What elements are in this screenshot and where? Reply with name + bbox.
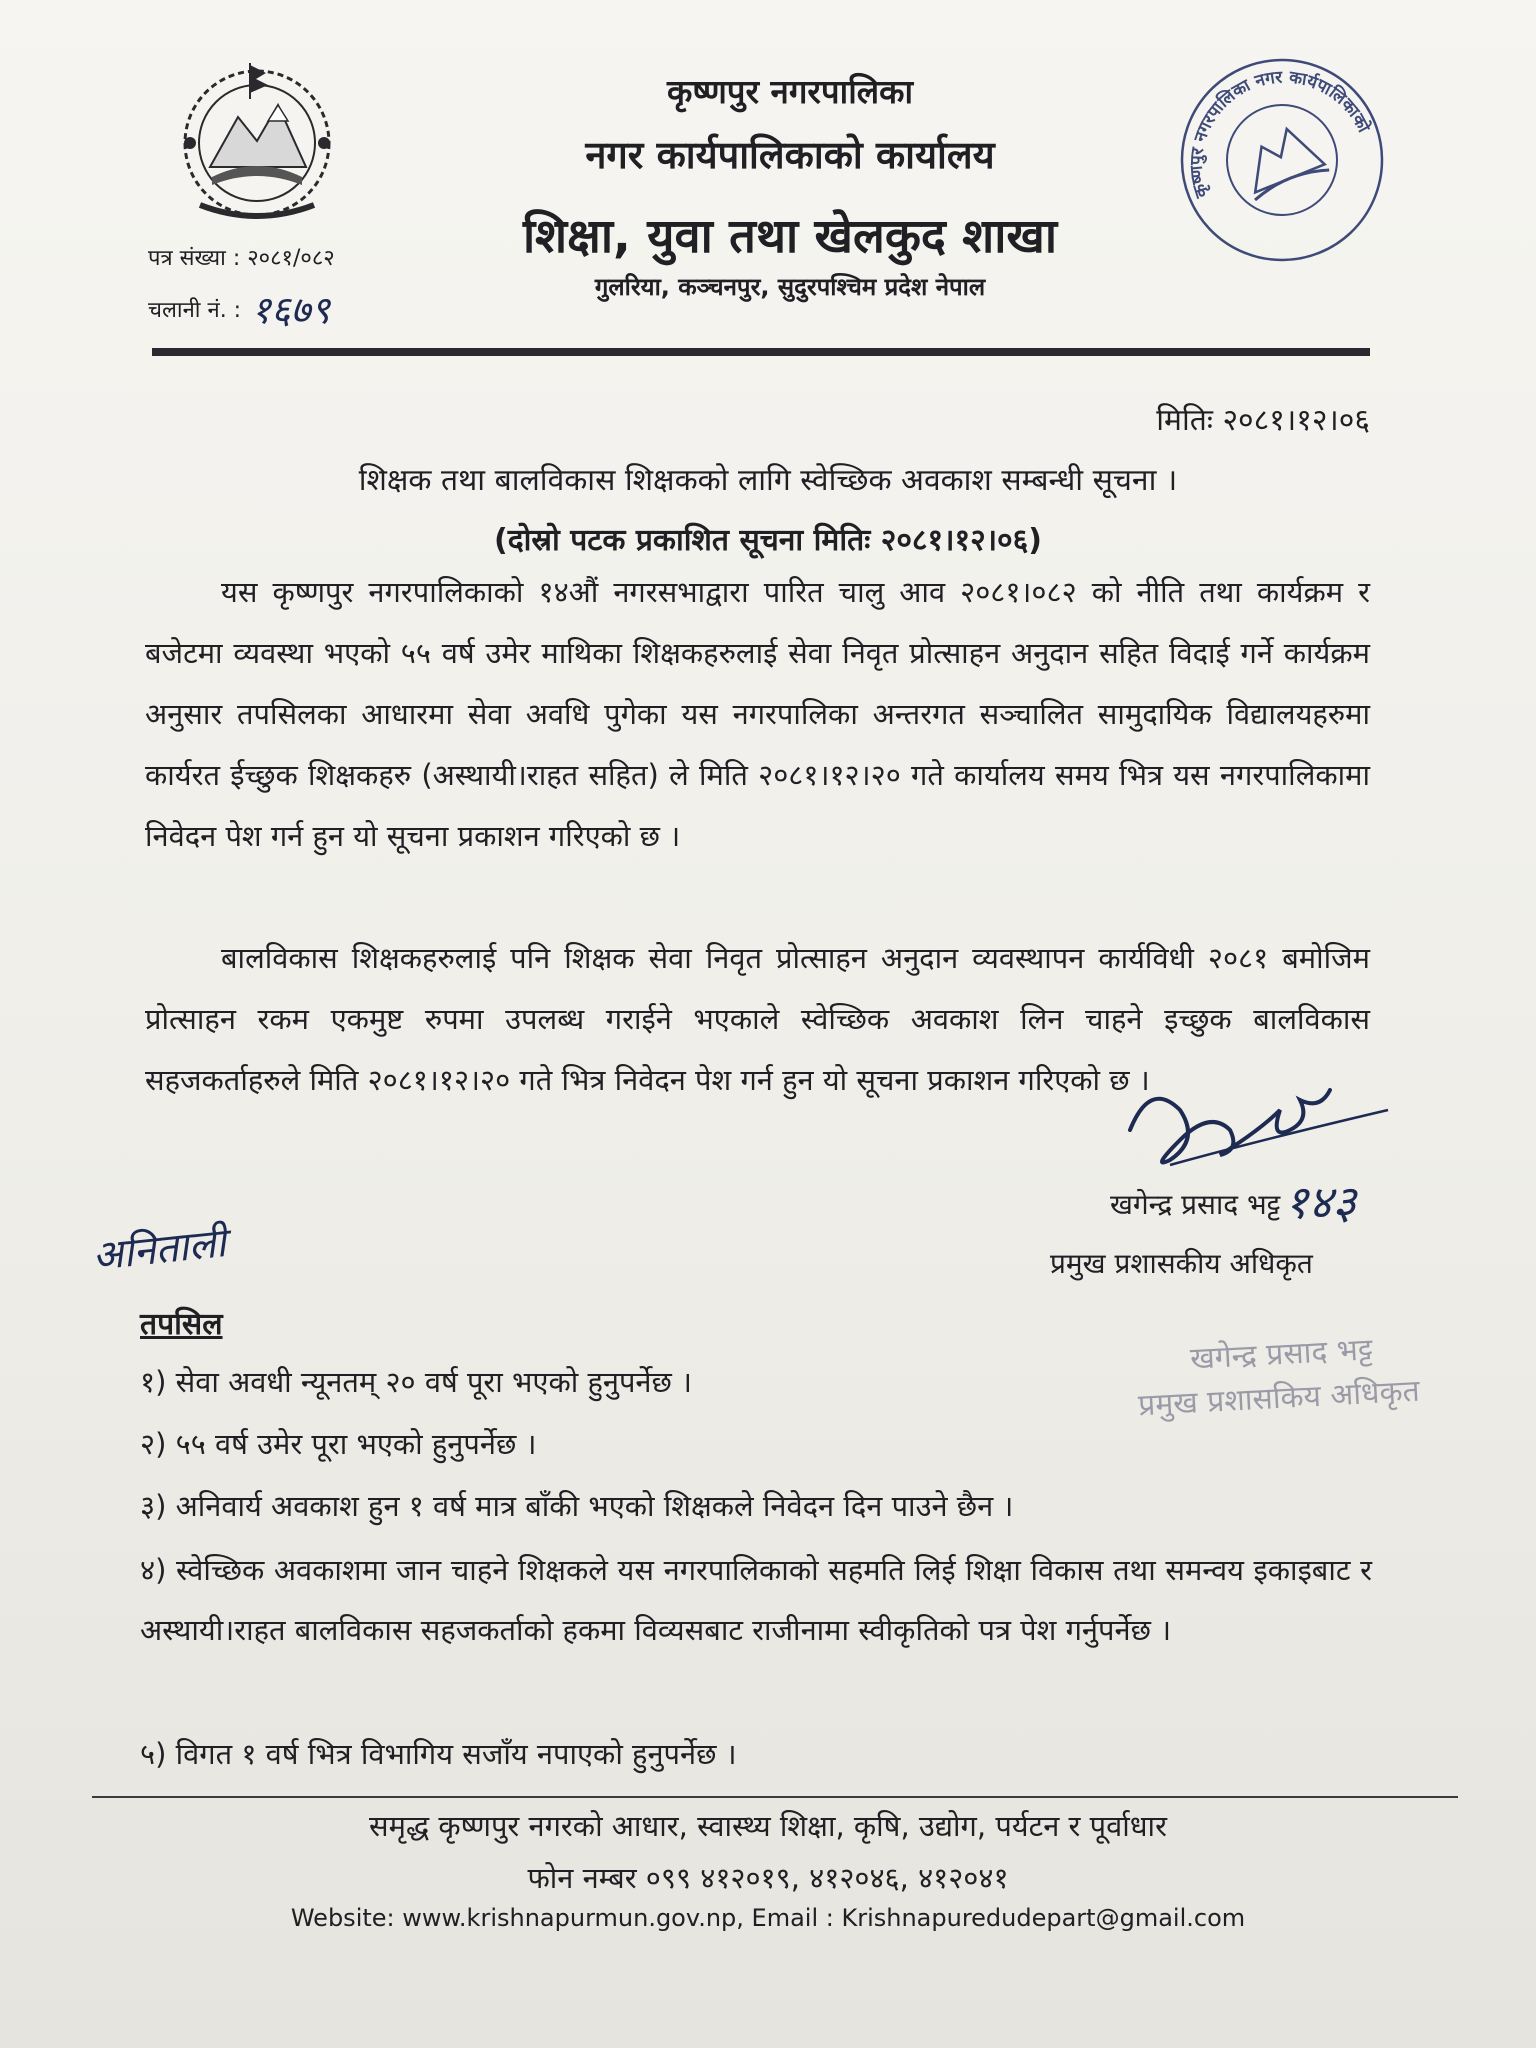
letter-number: [148, 242, 335, 272]
footer-slogan: समृद्ध कृष्णपुर नगरको आधार, स्वास्थ्य शिक्षा, कृषि, उद्योग, पर्यटन र पूर्वाधार: [369, 1809, 1167, 1843]
body-paragraph-2: बालविकास शिक्षकहरुलाई पनि शिक्षक सेवा निवृत प्रोत्साहन अनुदान व्यवस्थापन कार्यविधी २०८१ बमोजिम प्रोत्साहन रकम एकमुष्ट रुपमा उपलब्ध गराईने भएकाले स्वेच्छिक अवकाश लिन चाहने इच्छुक बालविकास सहजकर्ताहरुले मिति २०८१।१२।२० गते भित्र निवेदन पेश गर्न हुन यो सूचना प्रकाशन गरिएको छ ।: [145, 941, 1370, 1097]
schedule-heading: तपसिल: [140, 1307, 223, 1342]
office-address: गुलरिया, कञ्चनपुर, सुदुरपश्चिम प्रदेश नेपाल: [594, 273, 986, 301]
seal-text: कृष्णपुर नगरपालिका नगर कार्यपालिकाको: [1186, 67, 1374, 201]
footer-phone: फोन नम्बर ०९९ ४१२०१९, ४१२०४६, ४१२०४१: [527, 1861, 1009, 1895]
office-seal-icon: [1160, 45, 1405, 275]
notice-subject: शिक्षक तथा बालविकास शिक्षकको लागि स्वेच्छिक अवकाश सम्बन्धी सूचना ।: [358, 463, 1178, 498]
schedule-item-2: २) ५५ वर्ष उमेर पूरा भएको हुनुपर्नेछ ।: [140, 1427, 537, 1461]
dispatch-number-value: १६७९: [251, 288, 331, 332]
footer-divider: [92, 1796, 1458, 1798]
signer-name-text: खगेन्द्र प्रसाद भट्ट: [1110, 1188, 1281, 1221]
footer-contact: Website: www.krishnapurmun.gov.np, Email : Krishnapuredudepart@gmail.com: [290, 1904, 1246, 1932]
schedule-item-3: ३) अनिवार्य अवकाश हुन १ वर्ष मात्र बाँकी भएको शिक्षकले निवेदन दिन पाउने छैन ।: [140, 1489, 1014, 1523]
name-stamp-line2: प्रमुख प्रशासकिय अधिकृत: [1137, 1373, 1421, 1424]
handwritten-number: १४३: [1284, 1175, 1357, 1229]
office-name: नगर कार्यपालिकाको कार्यालय: [585, 133, 995, 177]
dispatch-number-label: चलानी नं. :: [148, 298, 242, 323]
handwritten-note: अनिताली: [90, 1220, 229, 1280]
name-stamp-line1: खगेन्द्र प्रसाद भट्ट: [1189, 1332, 1374, 1377]
nepal-emblem-icon: [160, 55, 355, 230]
schedule-item-1: १) सेवा अवधी न्यूनतम् २० वर्ष पूरा भएको हुनुपर्नेछ ।: [140, 1365, 693, 1399]
header-divider: [152, 348, 1370, 356]
notice-subtitle: (दोस्रो पटक प्रकाशित सूचना मितिः २०८१।१२।०६): [494, 523, 1042, 558]
signer-name: [1110, 1170, 1356, 1232]
signer-designation: प्रमुख प्रशासकीय अधिकृत: [1050, 1247, 1313, 1280]
schedule-item-5: ५) विगत १ वर्ष भित्र विभागिय सजाँय नपाएको हुनुपर्नेछ ।: [140, 1737, 737, 1771]
body-paragraph-1: यस कृष्णपुर नगरपालिकाको १४औं नगरसभाद्वारा पारित चालु आव २०८१।०८२ को नीति तथा कार्यक्रम र बजेटमा व्यवस्था भएको ५५ वर्ष उमेर माथिका शिक्षकहरुलाई सेवा निवृत प्रोत्साहन अनुदान सहित विदाई गर्ने कार्यक्रम अनुसार तपसिलका आधारमा सेवा अवधि पुगेका यस नगरपालिका अन्तरगत सञ्चालित सामुदायिक विद्यालयहरुमा कार्यरत ईच्छुक शिक्षकहरु (अस्थायी।राहत सहित) ले मिति २०८१।१२।२० गते कार्यालय समय भित्र यस नगरपालिकामा निवेदन पेश गर्न हुन यो सूचना प्रकाशन गरिएको छ ।: [145, 575, 1370, 853]
letter-number-value: २०८१/०८२: [247, 246, 335, 271]
letter-date: मितिः २०८१।१२।०६: [1156, 403, 1370, 438]
handwritten-signature-icon: [1110, 1070, 1390, 1180]
letter-number-label: पत्र संख्या :: [148, 246, 248, 271]
dispatch-number: [148, 283, 330, 335]
section-name: शिक्षा, युवा तथा खेलकुद शाखा: [523, 209, 1057, 264]
municipality-name: कृष्णपुर नगरपालिका: [666, 72, 914, 111]
schedule-item-4: ४) स्वेच्छिक अवकाशमा जान चाहने शिक्षकले यस नगरपालिकाको सहमति लिई शिक्षा विकास तथा समन्वय इकाइबाट र अस्थायी।राहत बालविकास सहजकर्ताको हकमा विव्यसबाट राजीनामा स्वीकृतिको पत्र पेश गर्नुपर्नेछ ।: [140, 1553, 1372, 1647]
